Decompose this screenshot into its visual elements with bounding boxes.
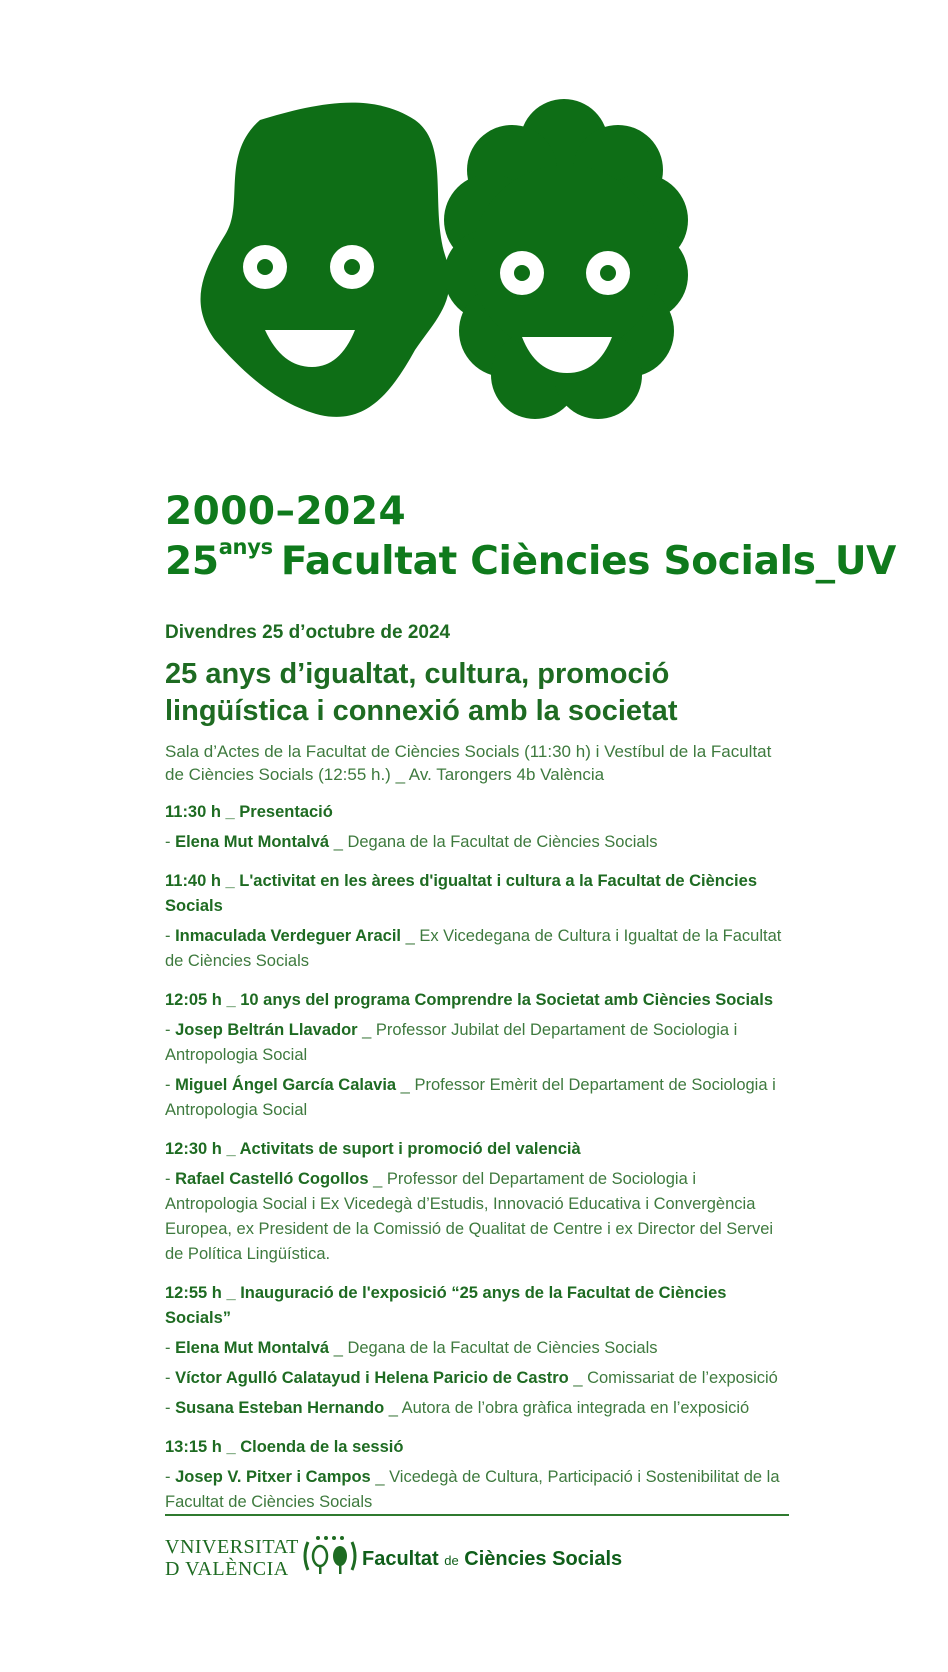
faculty-logo-word-b: de xyxy=(444,1553,459,1568)
speaker-role: _ Professor del Departament de Sociologia i Antropologia Social i Ex Vicedegà d’Estudis, Innovació Educativa i Convergència Europea, ex President de la Comissió de Qualitat de Centre i ex Director del Servei de Política Lingüística. xyxy=(165,1170,774,1263)
program-list xyxy=(165,800,789,1515)
program-slot: 12:05 h _ 10 anys del programa Comprendre la Societat amb Ciències Socials xyxy=(165,991,773,1009)
speaker: - Josep Beltrán Llavador _ Professor Jubilat del Departament de Sociologia i Antropologia Social xyxy=(165,1021,738,1064)
speaker: - Susana Esteban Hernando _ Autora de l’obra gràfica integrada en l’exposició xyxy=(165,1399,750,1417)
speaker-name: Rafael Castelló Cogollos xyxy=(175,1170,369,1188)
speaker: - Elena Mut Montalvá _ Degana de la Facultat de Ciències Socials xyxy=(165,833,658,851)
speaker-role: _ Comissariat de l’exposició xyxy=(568,1369,778,1387)
speaker: - Víctor Agulló Calatayud i Helena Paricio de Castro _ Comissariat de l’exposició xyxy=(165,1369,778,1387)
speaker-name: Josep Beltrán Llavador xyxy=(175,1021,358,1039)
program-item xyxy=(165,1435,789,1515)
event-headline: 25 anys d’igualtat, cultura, promoció lingüística i connexió amb la societat xyxy=(165,658,678,727)
speaker: - Miguel Ángel García Calavia _ Professor Emèrit del Departament de Sociologia i Antropologia Social xyxy=(165,1076,776,1119)
program-item xyxy=(165,1281,789,1421)
anniversary-number: 25 xyxy=(165,539,219,584)
speaker-name: Inmaculada Verdeguer Aracil xyxy=(175,927,401,945)
program-item xyxy=(165,1137,789,1267)
speaker: - Inmaculada Verdeguer Aracil _ Ex Vicedegana de Cultura i Igualtat de la Facultat de Ciències Socials xyxy=(165,927,782,970)
speaker-name: Elena Mut Montalvá xyxy=(175,1339,330,1357)
faculty-logo-word-c: Ciències xyxy=(464,1548,547,1570)
event-date: Divendres 25 d’octubre de 2024 xyxy=(165,622,451,643)
university-logo-line1: VNIVERSITAT xyxy=(165,1536,299,1558)
program-slot: 12:55 h _ Inauguració de l'exposició “25 anys de la Facultat de Ciències Socials” xyxy=(165,1284,727,1327)
university-logo xyxy=(165,1536,299,1580)
speaker-name: Víctor Agulló Calatayud i Helena Paricio de Castro xyxy=(175,1369,569,1387)
speaker: - Rafael Castelló Cogollos _ Professor del Departament de Sociologia i Antropologia Social i Ex Vicedegà d’Estudis, Innovació Educativa i Convergència Europea, ex President de la Comissió de Qualitat de Centre i ex Director del Servei de Política Lingüística. xyxy=(165,1170,774,1263)
speaker-role: _ Degana de la Facultat de Ciències Socials xyxy=(329,1339,658,1357)
speaker-name: Elena Mut Montalvá xyxy=(175,833,330,851)
anniversary-years: 2000–2024 xyxy=(165,489,407,534)
program-item xyxy=(165,988,789,1123)
program-slot: 12:30 h _ Activitats de suport i promoció del valencià xyxy=(165,1140,581,1158)
speaker-role: _ Professor Emèrit del Departament de Sociologia i Antropologia Social xyxy=(165,1076,776,1119)
program-slot: 11:30 h _ Presentació xyxy=(165,803,333,821)
speaker-name: Josep V. Pitxer i Campos xyxy=(175,1468,371,1486)
event-venue: Sala d’Actes de la Facultat de Ciències Socials (11:30 h) i Vestíbul de la Facultat de Ciències Socials (12:55 h.) _ Av. Tarongers 4b València xyxy=(165,742,772,784)
program-item xyxy=(165,800,789,855)
event-content xyxy=(165,488,897,1515)
speaker: - Elena Mut Montalvá _ Degana de la Facultat de Ciències Socials xyxy=(165,1339,658,1357)
faculty-emblem-icon xyxy=(300,1532,360,1580)
speaker-role: _ Vicedegà de Cultura, Participació i Sostenibilitat de la Facultat de Ciències Socials xyxy=(165,1468,780,1511)
faculty-name: Facultat Ciències Socials_UV xyxy=(280,539,897,584)
speaker-role: _ Degana de la Facultat de Ciències Socials xyxy=(329,833,658,851)
program-slot: 13:15 h _ Cloenda de la sessió xyxy=(165,1438,404,1456)
program-slot: 11:40 h _ L'activitat en les àrees d'igualtat i cultura a la Facultat de Ciències Socials xyxy=(165,872,757,915)
mascot-faces-illustration xyxy=(200,95,760,455)
speaker: - Josep V. Pitxer i Campos _ Vicedegà de Cultura, Participació i Sostenibilitat de la Facultat de Ciències Socials xyxy=(165,1468,780,1511)
speaker-role: _ Ex Vicedegana de Cultura i Igualtat de la Facultat de Ciències Socials xyxy=(165,927,782,970)
anniversary-title xyxy=(165,535,897,588)
program-item xyxy=(165,869,789,974)
speaker-role: _ Autora de l’obra gràfica integrada en l’exposició xyxy=(384,1399,750,1417)
speaker-name: Susana Esteban Hernando xyxy=(175,1399,385,1417)
speaker-name: Miguel Ángel García Calavia xyxy=(175,1076,397,1094)
cloud-face xyxy=(444,99,688,419)
speaker-role: _ Professor Jubilat del Departament de Sociologia i Antropologia Social xyxy=(165,1021,738,1064)
footer-divider xyxy=(165,1514,789,1516)
faculty-logo-word-a: Facultat xyxy=(362,1548,439,1570)
blob-face xyxy=(201,103,450,417)
anniversary-anys: anys xyxy=(218,535,273,559)
faculty-logo-text xyxy=(362,1548,622,1571)
university-logo-line2: D VALÈNCIA xyxy=(165,1558,289,1580)
faculty-logo-word-d: Socials xyxy=(552,1548,623,1570)
